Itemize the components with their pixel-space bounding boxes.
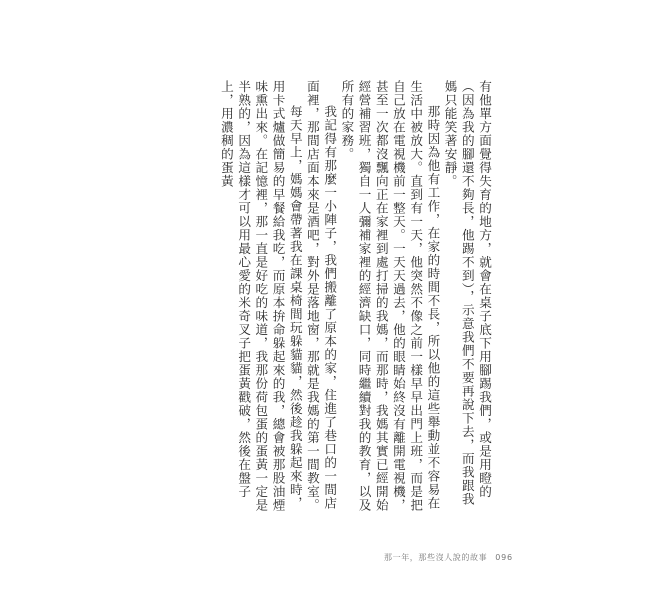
running-title: 那一年，那些沒人說的故事 (384, 553, 488, 562)
body-text (176, 80, 493, 512)
paragraph: 我記得有那麼一小陣子，我們搬離了原本的家，住進了巷口的一間店面裡，那間店面本來是酒吧，對外是落地窗，那就是我媽的第一間教室。 (304, 80, 338, 512)
paragraph: 有他單方面覺得失育的地方，就會在桌子底下用腳踢我們，或是用瞪的（因為我的腳還不夠長，他踢不到），示意我們不要再說下去，而我跟我媽只能笑著安靜。 (442, 80, 492, 506)
page-number: 096 (495, 553, 513, 562)
paragraph: 每天早上，媽媽會帶著我在課桌椅間玩躲貓貓，然後趁我躲起來時，用卡式爐做簡易的早餐給我吃，而原本拚命躲起來的我，總會被那股油煙味熏出來。在記憶裡，那一直是好吃的味道，我那份荷包蛋的蛋黃一定是半熟的，因為這樣才可以用最心愛的米奇叉子把蛋黃戳破，然後在盤子上，用濃稠的蛋黃 (218, 80, 303, 512)
page-footer (384, 552, 513, 563)
paragraph: 那時因為他有工作，在家的時間不長，所以他的這些舉動並不容易在生活中被放大。直到有一天，他突然不像之前一樣早早出門上班，而是把自己放在電視機前一整天。一天天過去，他的眼睛始終沒有離開電視機，甚至一次都沒飄向正在家裡到處打掃的我媽，而那時，我媽其實已經開始經營補習班，獨自一人彌補家裡的經濟缺口，同時繼續對我的教育，以及所有的家務。 (339, 80, 441, 512)
